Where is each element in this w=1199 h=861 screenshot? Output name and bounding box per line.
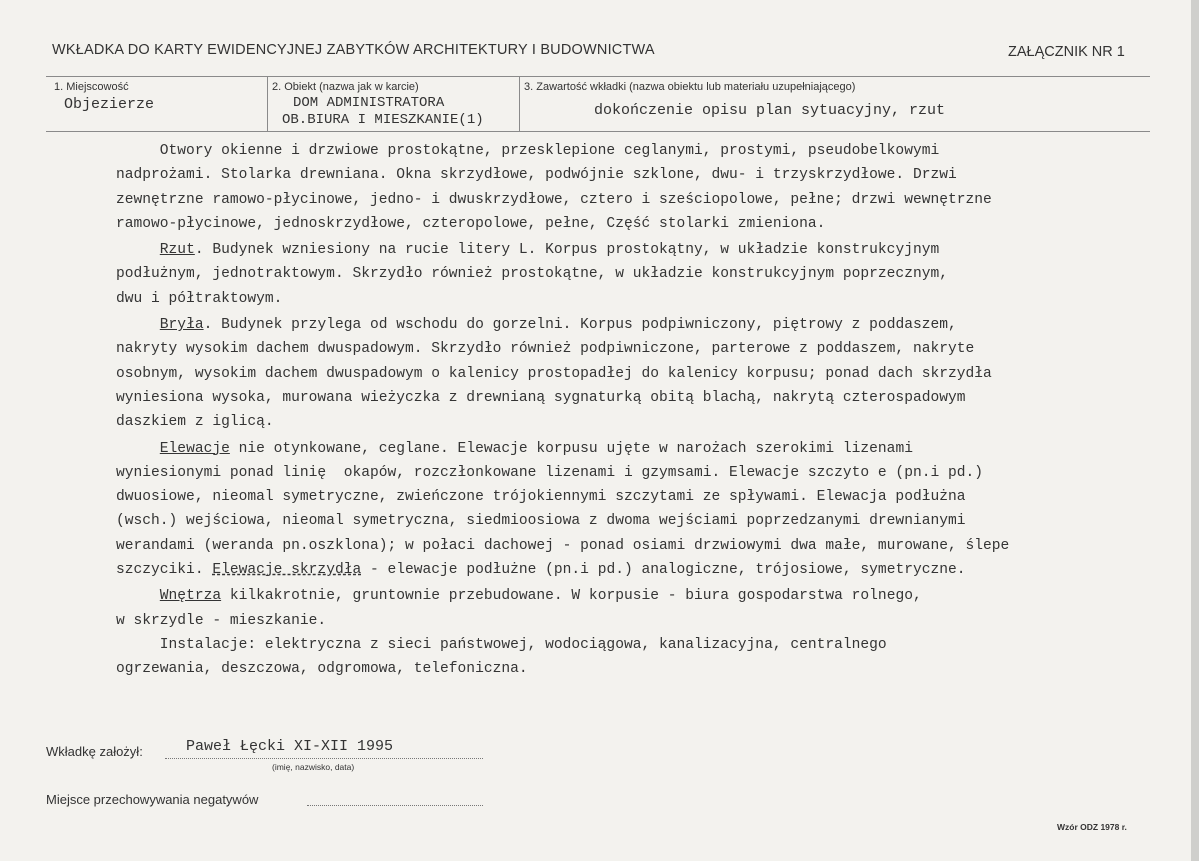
description-text (116, 139, 1176, 682)
form-title: WKŁADKA DO KARTY EWIDENCYJNEJ ZABYTKÓW ARCHITEKTURY I BUDOWNICTWA (52, 42, 655, 58)
locality-value: Objezierze (64, 96, 155, 113)
text-line: w skrzydle - mieszkanie. (116, 612, 327, 629)
object-label: 2. Obiekt (nazwa jak w karcie) (272, 81, 419, 93)
negatives-dotted-line (307, 805, 483, 806)
text-line: podłużnym, jednotraktowym. Skrzydło również prostokątne, w układzie konstrukcyjnym poprzecznym, (116, 266, 948, 283)
text-line: Otwory okienne i drzwiowe prostokątne, przesklepione ceglanymi, prostymi, pseudobelkowymi (116, 143, 940, 159)
bottom-rule (46, 131, 1150, 132)
text-line: osobnym, wysokim dachem dwuspadowym o kalenicy prostopadłej do kalenicy korpusu; ponad dach skrzydła (116, 365, 992, 382)
content-value: dokończenie opisu plan sytuacyjny, rzut (594, 102, 946, 119)
annex-number: ZAŁĄCZNIK NR 1 (1008, 44, 1125, 60)
section-heading-bryla: Bryła (159, 317, 204, 334)
text-line: Rzut. Budynek wzniesiony na rucie litery L. Korpus prostokątny, w układzie konstrukcyjnym (159, 242, 940, 259)
locality-label: 1. Miejscowość (54, 81, 129, 93)
text-line: szczyciki. Elewacje skrzydła - elewacje podłużne (pn.i pd.) analogiczne, trójosiowe, symetryczne. (116, 562, 966, 579)
section-heading-elewacje-skrzydla: Elewacje skrzydła (212, 562, 362, 579)
text-line: ogrzewania, deszczowa, odgromowa, telefoniczna. (116, 661, 528, 678)
section-heading-elewacje: Elewacje (159, 440, 230, 457)
text-line: werandami (weranda pn.oszklona); w połaci dachowej - ponad osiami drzwiowymi dwa małe, murowane, ślepe (116, 537, 1010, 554)
text-line: dwuosiowe, nieomal symetryczne, zwieńczone trójokiennymi szczytami ze spływami. Elewacja podłużna (116, 489, 966, 506)
negatives-label: Miejsce przechowywania negatywów (46, 792, 259, 807)
section-heading-rzut: Rzut (159, 242, 195, 259)
section-heading-wnetrza: Wnętrza (159, 588, 222, 605)
text-line: (wsch.) wejściowa, nieomal symetryczna, siedmioosiowa z dwoma wejściami poprzedzanymi drewnianymi (116, 513, 966, 530)
text-line: nakryty wysokim dachem dwuspadowym. Skrzydło również podpiwniczone, parterowe z poddaszem, nakryte (116, 341, 975, 358)
text-line: daszkiem z iglicą. (116, 414, 274, 431)
text-line: dwu i półtraktowym. (116, 290, 283, 307)
object-value-line1: DOM ADMINISTRATORA (293, 95, 445, 111)
content-label: 3. Zawartość wkładki (nazwa obiektu lub materiału uzupełniającego) (524, 81, 856, 93)
text-line: Elewacje nie otynkowane, ceglane. Elewacje korpusu ujęte w narożach szerokimi lizenami (159, 440, 913, 457)
author-value: Paweł Łęcki XI-XII 1995 (186, 738, 394, 755)
col-divider-1 (267, 76, 268, 131)
author-label: Wkładkę założył: (46, 744, 143, 759)
card-edge (1191, 0, 1199, 861)
text-line: zewnętrzne ramowo-płycinowe, jedno- i dwuskrzydłowe, cztero i sześciopolowe, pełne; drzwi wewnętrzne (116, 191, 992, 208)
text-line: Instalacje: elektryczna z sieci państwowej, wodociągowa, kanalizacyjna, centralnego (116, 636, 887, 653)
text-line: wyniesionymi ponad linię okapów, rozczłonkowane lizenami i gzymsami. Elewacje szczyto e (pn.i pd.) (116, 464, 984, 481)
top-rule (46, 76, 1150, 77)
text-line: Wnętrza kilkakrotnie, gruntownie przebudowane. W korpusie - biura gospodarstwa rolnego, (159, 588, 922, 605)
text-line: ramowo-płycinowe, jednoskrzydłowe, czteropolowe, pełne, Część stolarki zmieniona. (116, 215, 826, 232)
author-dotted-line (165, 758, 483, 759)
text-line: Bryła. Budynek przylega od wschodu do gorzelni. Korpus podpiwniczony, piętrowy z poddaszem, (159, 317, 957, 334)
author-caption: (imię, nazwisko, data) (272, 762, 355, 772)
text-line: nadprożami. Stolarka drewniana. Okna skrzydłowe, podwójnie szklone, dwu- i trzyskrzydłowe. Drzwi (116, 167, 957, 184)
col-divider-2 (519, 76, 520, 131)
form-model-mark: Wzór ODZ 1978 r. (1057, 822, 1127, 832)
text-line: wyniesiona wysoka, murowana wieżyczka z drewnianą sygnaturką obitą blachą, nakrytą czterospadowym (116, 389, 966, 406)
object-value-line2: OB.BIURA I MIESZKANIE(1) (282, 112, 484, 128)
